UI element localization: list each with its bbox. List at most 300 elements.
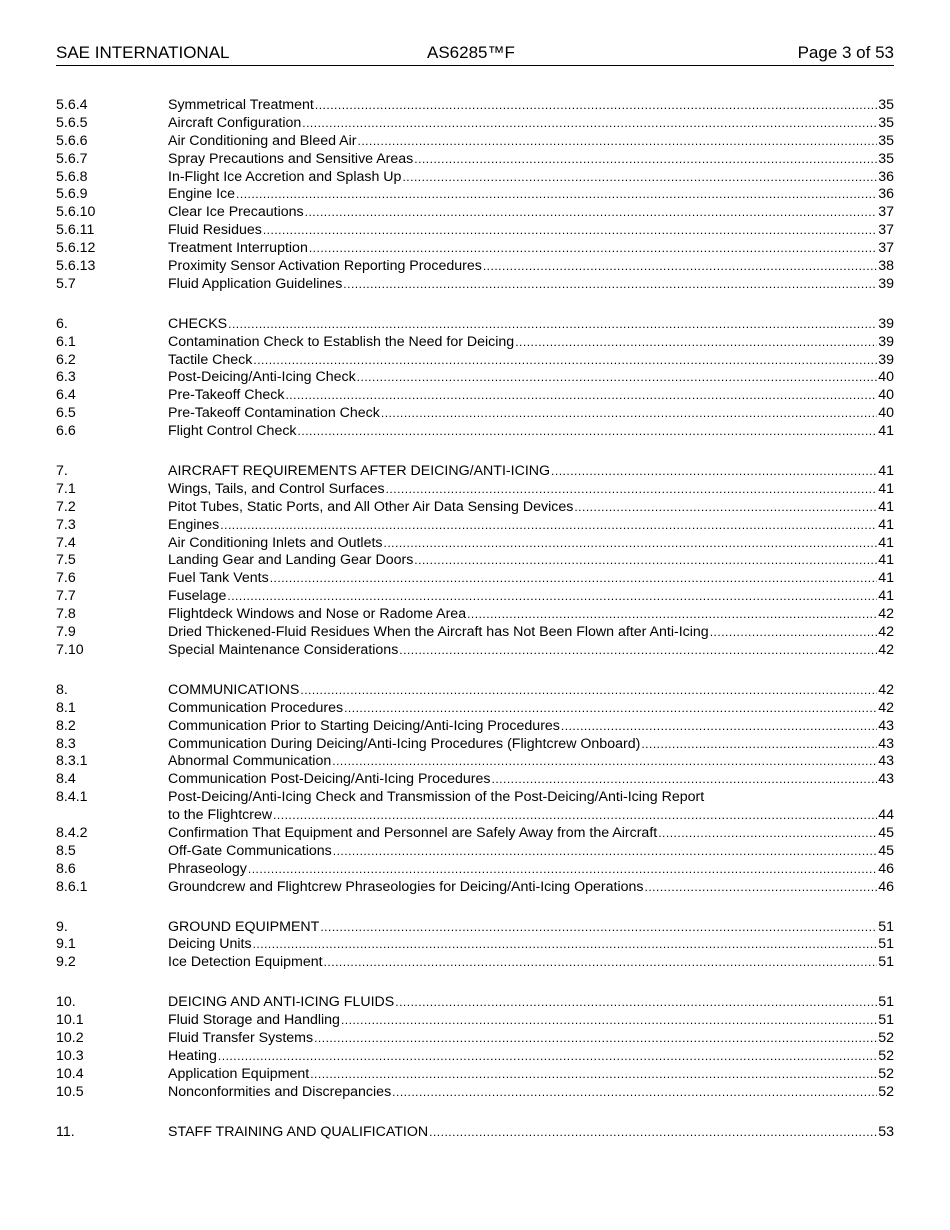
toc-entry-page: 40 <box>878 369 894 386</box>
toc-entry-title-wrap <box>168 954 894 972</box>
toc-entry-page: 45 <box>878 824 894 841</box>
toc-entry-number: 7.6 <box>56 570 76 587</box>
toc-entry-number: 9.1 <box>56 936 76 953</box>
toc-entry-line <box>168 405 894 423</box>
toc-entry[interactable] <box>56 1030 894 1048</box>
toc-entry-title-wrap <box>168 499 894 517</box>
toc-entry-line <box>168 1012 894 1030</box>
toc-entry-number: 6.4 <box>56 387 76 404</box>
toc-entry-line <box>168 463 894 481</box>
toc-entry-page: 41 <box>878 463 894 480</box>
toc-entry-title: Wings, Tails, and Control Surfaces <box>168 480 385 497</box>
toc-entry-number: 6.6 <box>56 423 76 440</box>
toc-entry-page: 46 <box>878 860 894 877</box>
toc-dot-leader <box>314 1030 877 1048</box>
toc-entry-title: COMMUNICATIONS <box>168 681 300 698</box>
toc-entry-page: 41 <box>878 588 894 605</box>
toc-entry-number: 8.5 <box>56 842 76 859</box>
toc-entry-title: Treatment Interruption <box>168 240 308 257</box>
toc-entry-line <box>168 771 894 789</box>
toc-group <box>56 463 894 660</box>
toc-entry-title-wrap <box>168 481 894 499</box>
toc-entry-number: 7.1 <box>56 480 76 497</box>
toc-entry-line <box>168 387 894 405</box>
toc-entry[interactable] <box>56 517 894 535</box>
toc-entry-line <box>168 369 894 387</box>
toc-entry-line <box>168 624 894 642</box>
toc-entry-page: 45 <box>878 842 894 859</box>
toc-entry-title-wrap <box>168 405 894 423</box>
toc-entry-page: 37 <box>878 222 894 239</box>
toc-entry-page: 52 <box>878 1047 894 1064</box>
toc-entry-title-wrap <box>168 552 894 570</box>
toc-entry-title: to the Flightcrew <box>168 807 273 824</box>
toc-entry-page: 37 <box>878 204 894 221</box>
toc-dot-leader <box>710 624 878 642</box>
toc-entry[interactable] <box>56 570 894 588</box>
toc-entry-page: 38 <box>878 258 894 275</box>
toc-dot-leader <box>402 169 877 187</box>
toc-entry-title: Post-Deicing/Anti-Icing Check <box>168 369 356 386</box>
toc-entry-title: In-Flight Ice Accretion and Splash Up <box>168 168 402 185</box>
toc-entry[interactable] <box>56 334 894 352</box>
toc-entry-page: 46 <box>878 878 894 895</box>
toc-entry[interactable] <box>56 861 894 879</box>
toc-entry[interactable] <box>56 552 894 570</box>
toc-entry-page: 52 <box>878 1029 894 1046</box>
toc-entry-title: Groundcrew and Flightcrew Phraseologies for Deicing/Anti-Icing Operations <box>168 878 644 895</box>
toc-entry-title-wrap <box>168 588 894 606</box>
toc-entry-line <box>168 753 894 771</box>
toc-dot-leader <box>309 240 877 258</box>
toc-entry-line <box>168 642 894 660</box>
toc-entry-line <box>168 1066 894 1084</box>
toc-dot-leader <box>381 405 877 423</box>
toc-entry-line <box>168 423 894 441</box>
toc-entry-line <box>168 1084 894 1102</box>
toc-entry[interactable] <box>56 423 894 441</box>
toc-entry[interactable] <box>56 316 894 334</box>
toc-entry-title: Abnormal Communication <box>168 753 332 770</box>
toc-dot-leader <box>332 753 877 771</box>
toc-entry[interactable] <box>56 954 894 972</box>
toc-entry-title: Air Conditioning and Bleed Air <box>168 132 357 149</box>
toc-entry-page: 39 <box>878 275 894 292</box>
toc-entry[interactable] <box>56 753 894 771</box>
toc-entry-number: 10.5 <box>56 1083 84 1100</box>
toc-entry[interactable] <box>56 588 894 606</box>
toc-entry-line <box>168 276 894 294</box>
toc-dot-leader <box>483 258 877 276</box>
toc-entry-number: 10. <box>56 994 76 1011</box>
toc-entry-title: Fluid Residues <box>168 222 262 239</box>
toc-entry-line <box>168 954 894 972</box>
toc-entry-title: Phraseology <box>168 860 247 877</box>
toc-entry-page: 41 <box>878 534 894 551</box>
toc-entry[interactable] <box>56 919 894 937</box>
toc-entry-line <box>168 535 894 553</box>
toc-dot-leader <box>658 825 877 843</box>
toc-entry-number: 8.4.1 <box>56 789 88 806</box>
toc-entry-title-wrap <box>168 115 894 133</box>
toc-entry[interactable] <box>56 258 894 276</box>
toc-dot-leader <box>310 1066 877 1084</box>
toc-entry-page: 35 <box>878 97 894 113</box>
toc-entry-title: Nonconformities and Discrepancies <box>168 1083 392 1100</box>
toc-entry-title: Spray Precautions and Sensitive Areas <box>168 150 414 167</box>
toc-entry-page: 37 <box>878 240 894 257</box>
toc-dot-leader <box>220 517 877 535</box>
toc-entry-line <box>168 879 894 897</box>
toc-entry-number: 9. <box>56 918 68 935</box>
toc-entry-line <box>168 240 894 258</box>
toc-entry-line <box>168 352 894 370</box>
toc-entry-line <box>168 919 894 937</box>
toc-entry-title: Dried Thickened-Fluid Residues When the Aircraft has Not Been Flown after Anti-Icing <box>168 624 709 641</box>
toc-dot-leader <box>333 843 877 861</box>
toc-entry[interactable] <box>56 606 894 624</box>
toc-entry-line <box>168 825 894 843</box>
toc-dot-leader <box>395 994 877 1012</box>
toc-entry-title-wrap <box>168 570 894 588</box>
toc-entry-number: 5.6.7 <box>56 150 88 167</box>
toc-entry-page: 36 <box>878 186 894 203</box>
toc-entry-title: Pitot Tubes, Static Ports, and All Other Air Data Sensing Devices <box>168 498 574 515</box>
toc-entry-page: 51 <box>878 918 894 935</box>
toc-group <box>56 994 894 1101</box>
toc-entry-line <box>168 222 894 240</box>
toc-entry-page: 51 <box>878 1012 894 1029</box>
toc-entry-title-wrap <box>168 204 894 222</box>
toc-entry-title-wrap <box>168 151 894 169</box>
toc-dot-leader <box>285 387 877 405</box>
toc-entry-title-wrap <box>168 606 894 624</box>
toc-entry-page: 35 <box>878 150 894 167</box>
toc-entry[interactable] <box>56 1066 894 1084</box>
toc-entry[interactable] <box>56 169 894 187</box>
toc-entry-title: Communication During Deicing/Anti-Icing Procedures (Flightcrew Onboard) <box>168 735 641 752</box>
toc-entry-title: Heating <box>168 1047 217 1064</box>
toc-entry-title-wrap <box>168 97 894 115</box>
toc-entry[interactable] <box>56 405 894 423</box>
toc-entry-line <box>168 936 894 954</box>
toc-entry-page: 43 <box>878 735 894 752</box>
toc-entry-title: Pre-Takeoff Check <box>168 387 285 404</box>
toc-entry-page: 41 <box>878 423 894 440</box>
header-page-label: Page 3 of 53 <box>797 43 894 62</box>
toc-entry-title-wrap <box>168 535 894 553</box>
toc-entry-page: 42 <box>878 606 894 623</box>
toc-entry-title: Engine Ice <box>168 186 236 203</box>
toc-entry-title-wrap <box>168 517 894 535</box>
toc-entry-number: 8.3.1 <box>56 753 88 770</box>
toc-entry-title-wrap <box>168 1030 894 1048</box>
toc-entry-title: Ice Detection Equipment <box>168 954 323 971</box>
toc-entry[interactable] <box>56 97 894 115</box>
toc-entry-number: 7.7 <box>56 588 76 605</box>
toc-entry-title-wrap <box>168 423 894 441</box>
toc-entry-page: 35 <box>878 132 894 149</box>
toc-entry[interactable] <box>56 222 894 240</box>
toc-entry-title-wrap <box>168 369 894 387</box>
toc-entry-page: 51 <box>878 994 894 1011</box>
toc-entry[interactable] <box>56 276 894 294</box>
toc-entry-title: Communication Procedures <box>168 699 344 716</box>
toc-dot-leader <box>429 1124 877 1142</box>
toc-entry-line <box>168 736 894 754</box>
toc-entry-title: Application Equipment <box>168 1065 310 1082</box>
toc-entry-page: 41 <box>878 498 894 515</box>
toc-dot-leader <box>324 954 878 972</box>
toc-entry-title-wrap <box>168 1048 894 1066</box>
toc-entry-title: Deicing Units <box>168 936 252 953</box>
toc-entry[interactable] <box>56 481 894 499</box>
toc-entry-title-wrap <box>168 936 894 954</box>
toc-entry-number: 8.6.1 <box>56 878 88 895</box>
toc-entry-title-line1: Post-Deicing/Anti-Icing Check and Transmission of the Post-Deicing/Anti-Icing Report <box>168 789 705 806</box>
toc-entry-title: Fluid Transfer Systems <box>168 1029 314 1046</box>
toc-entry-line <box>168 843 894 861</box>
toc-entry-line <box>168 682 894 700</box>
toc-dot-leader <box>561 718 877 736</box>
toc-entry-page: 42 <box>878 641 894 658</box>
toc-entry[interactable] <box>56 879 894 897</box>
toc-entry-title-wrap <box>168 387 894 405</box>
toc-entry-number: 8. <box>56 681 68 698</box>
toc-entry-line <box>168 133 894 151</box>
toc-entry[interactable] <box>56 1012 894 1030</box>
toc-entry-number: 10.1 <box>56 1012 84 1029</box>
toc-entry-title-wrap <box>168 624 894 642</box>
toc-entry-page: 36 <box>878 168 894 185</box>
toc-entry[interactable] <box>56 736 894 754</box>
toc-entry-number: 8.1 <box>56 699 76 716</box>
toc-entry-title: Pre-Takeoff Contamination Check <box>168 405 380 422</box>
toc-entry-title-wrap <box>168 825 894 843</box>
toc-entry-title-wrap <box>168 771 894 789</box>
toc-entry-title: Communication Prior to Starting Deicing/Anti-Icing Procedures <box>168 717 560 734</box>
toc-entry-number: 8.2 <box>56 717 76 734</box>
toc-entry[interactable] <box>56 825 894 843</box>
toc-entry[interactable] <box>56 789 894 825</box>
toc-entry[interactable] <box>56 133 894 151</box>
toc-entry[interactable] <box>56 151 894 169</box>
toc-entry[interactable] <box>56 463 894 481</box>
toc-entry-page: 51 <box>878 936 894 953</box>
toc-entry-line <box>168 316 894 334</box>
toc-entry[interactable] <box>56 700 894 718</box>
toc-dot-leader <box>253 352 877 370</box>
toc-entry-title-wrap <box>168 753 894 771</box>
toc-dot-leader <box>305 204 878 222</box>
toc-entry[interactable] <box>56 771 894 789</box>
toc-dot-leader <box>399 642 877 660</box>
toc-entry-line <box>168 334 894 352</box>
toc-entry-line <box>168 1030 894 1048</box>
toc-dot-leader <box>270 570 878 588</box>
toc-dot-leader <box>273 807 877 825</box>
toc-entry-line <box>168 204 894 222</box>
toc-entry-line <box>168 588 894 606</box>
toc-entry-line <box>168 994 894 1012</box>
toc-dot-leader <box>248 861 877 879</box>
toc-entry-number: 6.5 <box>56 405 76 422</box>
toc-dot-leader <box>263 222 877 240</box>
toc-dot-leader <box>236 186 877 204</box>
toc-entry-page: 42 <box>878 699 894 716</box>
toc-group <box>56 97 894 294</box>
toc-dot-leader <box>300 682 877 700</box>
toc-dot-leader <box>253 936 878 954</box>
toc-entry-title-wrap <box>168 1084 894 1102</box>
toc-dot-leader <box>386 481 878 499</box>
toc-entry-line <box>168 552 894 570</box>
toc-entry-number: 11. <box>56 1123 75 1140</box>
toc-entry-number: 7.3 <box>56 516 76 533</box>
toc-dot-leader <box>320 919 877 937</box>
toc-entry[interactable] <box>56 387 894 405</box>
toc-group <box>56 919 894 973</box>
toc-entry-title-wrap <box>168 736 894 754</box>
toc-entry[interactable] <box>56 240 894 258</box>
toc-dot-leader <box>228 316 877 334</box>
toc-entry-title: Flightdeck Windows and Nose or Radome Area <box>168 606 467 623</box>
toc-entry-title-wrap <box>168 718 894 736</box>
toc-dot-leader <box>344 700 877 718</box>
toc-dot-leader <box>357 369 878 387</box>
toc-entry-title-wrap <box>168 861 894 879</box>
toc-group <box>56 682 894 897</box>
toc-dot-leader <box>414 151 877 169</box>
toc-entry-number: 6.2 <box>56 351 76 368</box>
toc-entry-line <box>168 606 894 624</box>
toc-dot-leader <box>414 552 877 570</box>
toc-entry[interactable] <box>56 994 894 1012</box>
toc-entry-page: 35 <box>878 114 894 131</box>
toc-entry-page: 40 <box>878 405 894 422</box>
toc-entry[interactable] <box>56 682 894 700</box>
toc-entry-page: 43 <box>878 753 894 770</box>
toc-entry[interactable] <box>56 1124 894 1142</box>
toc-entry[interactable] <box>56 624 894 642</box>
toc-entry-page: 40 <box>878 387 894 404</box>
toc-entry-title: CHECKS <box>168 315 228 332</box>
toc-entry-page: 53 <box>878 1123 894 1140</box>
toc-entry[interactable] <box>56 1084 894 1102</box>
toc-entry-title: Landing Gear and Landing Gear Doors <box>168 552 414 569</box>
toc-entry-number: 8.3 <box>56 735 76 752</box>
toc-entry-title-wrap <box>168 700 894 718</box>
toc-entry-line <box>168 1124 894 1142</box>
toc-entry-title: Air Conditioning Inlets and Outlets <box>168 534 383 551</box>
toc-entry-title-wrap <box>168 240 894 258</box>
toc-entry-title: Off-Gate Communications <box>168 842 332 859</box>
toc-entry-line <box>168 517 894 535</box>
toc-entry-page: 41 <box>878 480 894 497</box>
toc-entry-number: 10.4 <box>56 1065 84 1082</box>
toc-entry-number: 7.9 <box>56 624 76 641</box>
toc-group <box>56 1124 894 1142</box>
toc-entry-number: 5.6.4 <box>56 97 88 113</box>
toc-entry-number: 5.6.11 <box>56 222 95 239</box>
toc-entry-line <box>168 97 894 115</box>
toc-entry-number: 5.6.13 <box>56 258 96 275</box>
toc-entry-number: 8.4.2 <box>56 824 88 841</box>
toc-dot-leader <box>384 535 878 553</box>
toc-entry-page: 39 <box>878 351 894 368</box>
toc-entry[interactable] <box>56 535 894 553</box>
toc-entry-number: 6.3 <box>56 369 76 386</box>
toc-entry-page: 39 <box>878 333 894 350</box>
toc-entry-number: 5.6.12 <box>56 240 96 257</box>
toc-entry-title: Clear Ice Precautions <box>168 204 304 221</box>
toc-entry-page: 52 <box>878 1083 894 1100</box>
toc-entry-page: 41 <box>878 552 894 569</box>
toc-entry[interactable] <box>56 936 894 954</box>
table-of-contents <box>56 97 894 1163</box>
toc-entry[interactable] <box>56 499 894 517</box>
toc-entry-line <box>168 115 894 133</box>
toc-dot-leader <box>358 133 878 151</box>
toc-entry-page: 42 <box>878 681 894 698</box>
toc-entry-line <box>168 169 894 187</box>
toc-entry[interactable] <box>56 204 894 222</box>
toc-entry-title: Fuel Tank Vents <box>168 570 269 587</box>
toc-entry[interactable] <box>56 718 894 736</box>
toc-entry-line <box>168 186 894 204</box>
toc-entry-title: Tactile Check <box>168 351 253 368</box>
toc-entry-number: 7.5 <box>56 552 76 569</box>
toc-entry-number: 5.6.10 <box>56 204 96 221</box>
toc-entry-title-wrap <box>168 789 894 825</box>
toc-dot-leader <box>302 115 877 133</box>
toc-group <box>56 316 894 441</box>
toc-entry-page: 41 <box>878 570 894 587</box>
toc-entry-title-wrap <box>168 463 894 481</box>
toc-entry-number: 5.6.9 <box>56 186 88 203</box>
toc-entry[interactable] <box>56 352 894 370</box>
toc-entry-number: 8.6 <box>56 860 76 877</box>
toc-entry-title: Fluid Application Guidelines <box>168 275 343 292</box>
toc-entry-title: Fluid Storage and Handling <box>168 1012 340 1029</box>
toc-entry[interactable] <box>56 186 894 204</box>
toc-entry-number: 5.6.5 <box>56 114 88 131</box>
toc-dot-leader <box>315 97 877 115</box>
toc-entry-title-wrap <box>168 843 894 861</box>
toc-dot-leader <box>298 423 878 441</box>
toc-entry-number: 8.4 <box>56 771 76 788</box>
toc-entry-title: Fuselage <box>168 588 227 605</box>
toc-entry-number: 6.1 <box>56 333 76 350</box>
toc-entry[interactable] <box>56 369 894 387</box>
toc-entry-page: 43 <box>878 771 894 788</box>
toc-entry[interactable] <box>56 1048 894 1066</box>
toc-entry-line <box>168 718 894 736</box>
toc-entry-title-wrap <box>168 642 894 660</box>
toc-entry-title-wrap <box>168 1066 894 1084</box>
toc-entry-page: 44 <box>878 807 894 824</box>
toc-entry-title-wrap <box>168 133 894 151</box>
toc-entry-title: Engines <box>168 516 220 533</box>
toc-entry-title-wrap <box>168 352 894 370</box>
toc-entry-title: STAFF TRAINING AND QUALIFICATION <box>168 1123 429 1140</box>
toc-dot-leader <box>343 276 877 294</box>
toc-entry[interactable] <box>56 843 894 861</box>
toc-entry[interactable] <box>56 642 894 660</box>
toc-dot-leader <box>551 463 877 481</box>
toc-entry[interactable] <box>56 115 894 133</box>
toc-entry-number: 7. <box>56 463 68 480</box>
